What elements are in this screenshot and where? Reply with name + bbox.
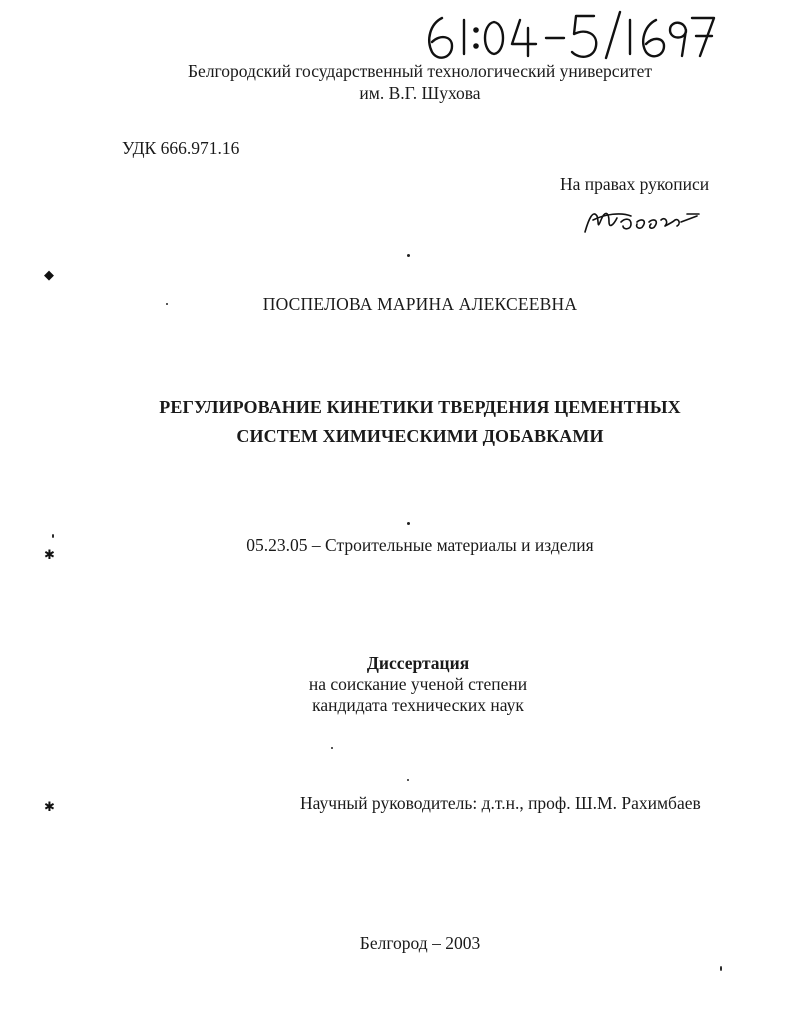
- scan-speck: [331, 747, 333, 749]
- university-line-1: Белгородский государственный технологический университет: [188, 61, 652, 81]
- author-signature: [575, 200, 705, 240]
- scan-speck: [407, 254, 410, 257]
- degree-line-1: на соискание ученой степени: [308, 674, 528, 694]
- manuscript-rights: На правах рукописи: [560, 174, 710, 194]
- university-name: [150, 60, 690, 104]
- dissertation-title: [100, 393, 740, 451]
- scan-speck: [407, 522, 410, 525]
- city-year: Белгород – 2003: [359, 933, 481, 953]
- handwritten-archive-number: [420, 6, 720, 64]
- scan-speck: [52, 534, 54, 538]
- scan-speck: [166, 303, 168, 305]
- author-name: ПОСПЕЛОВА МАРИНА АЛЕКСЕЕВНА: [262, 294, 578, 314]
- scan-mark-icon: ◆: [44, 267, 54, 282]
- title-line-1: РЕГУЛИРОВАНИЕ КИНЕТИКИ ТВЕРДЕНИЯ ЦЕМЕНТНЫХ: [159, 397, 681, 417]
- handwritten-archive-number-drawing: [420, 6, 720, 64]
- author-signature-drawing: [575, 200, 705, 240]
- dissertation-label: Диссертация: [366, 653, 470, 673]
- scientific-supervisor: Научный руководитель: д.т.н., проф. Ш.М. Рахимбаев: [300, 793, 701, 813]
- dissertation-degree-block: [218, 653, 618, 716]
- degree-line-2: кандидата технических наук: [312, 695, 524, 715]
- scan-speck: [720, 966, 722, 971]
- udk-code: УДК 666.971.16: [122, 138, 240, 158]
- scan-mark-icon: ✱: [44, 547, 55, 562]
- scan-speck: [407, 779, 409, 781]
- title-line-2: СИСТЕМ ХИМИЧЕСКИМИ ДОБАВКАМИ: [236, 426, 604, 446]
- scan-mark-icon: ✱: [44, 799, 55, 814]
- specialty-code: 05.23.05 – Строительные материалы и изделия: [246, 535, 594, 555]
- university-line-2: им. В.Г. Шухова: [359, 83, 481, 103]
